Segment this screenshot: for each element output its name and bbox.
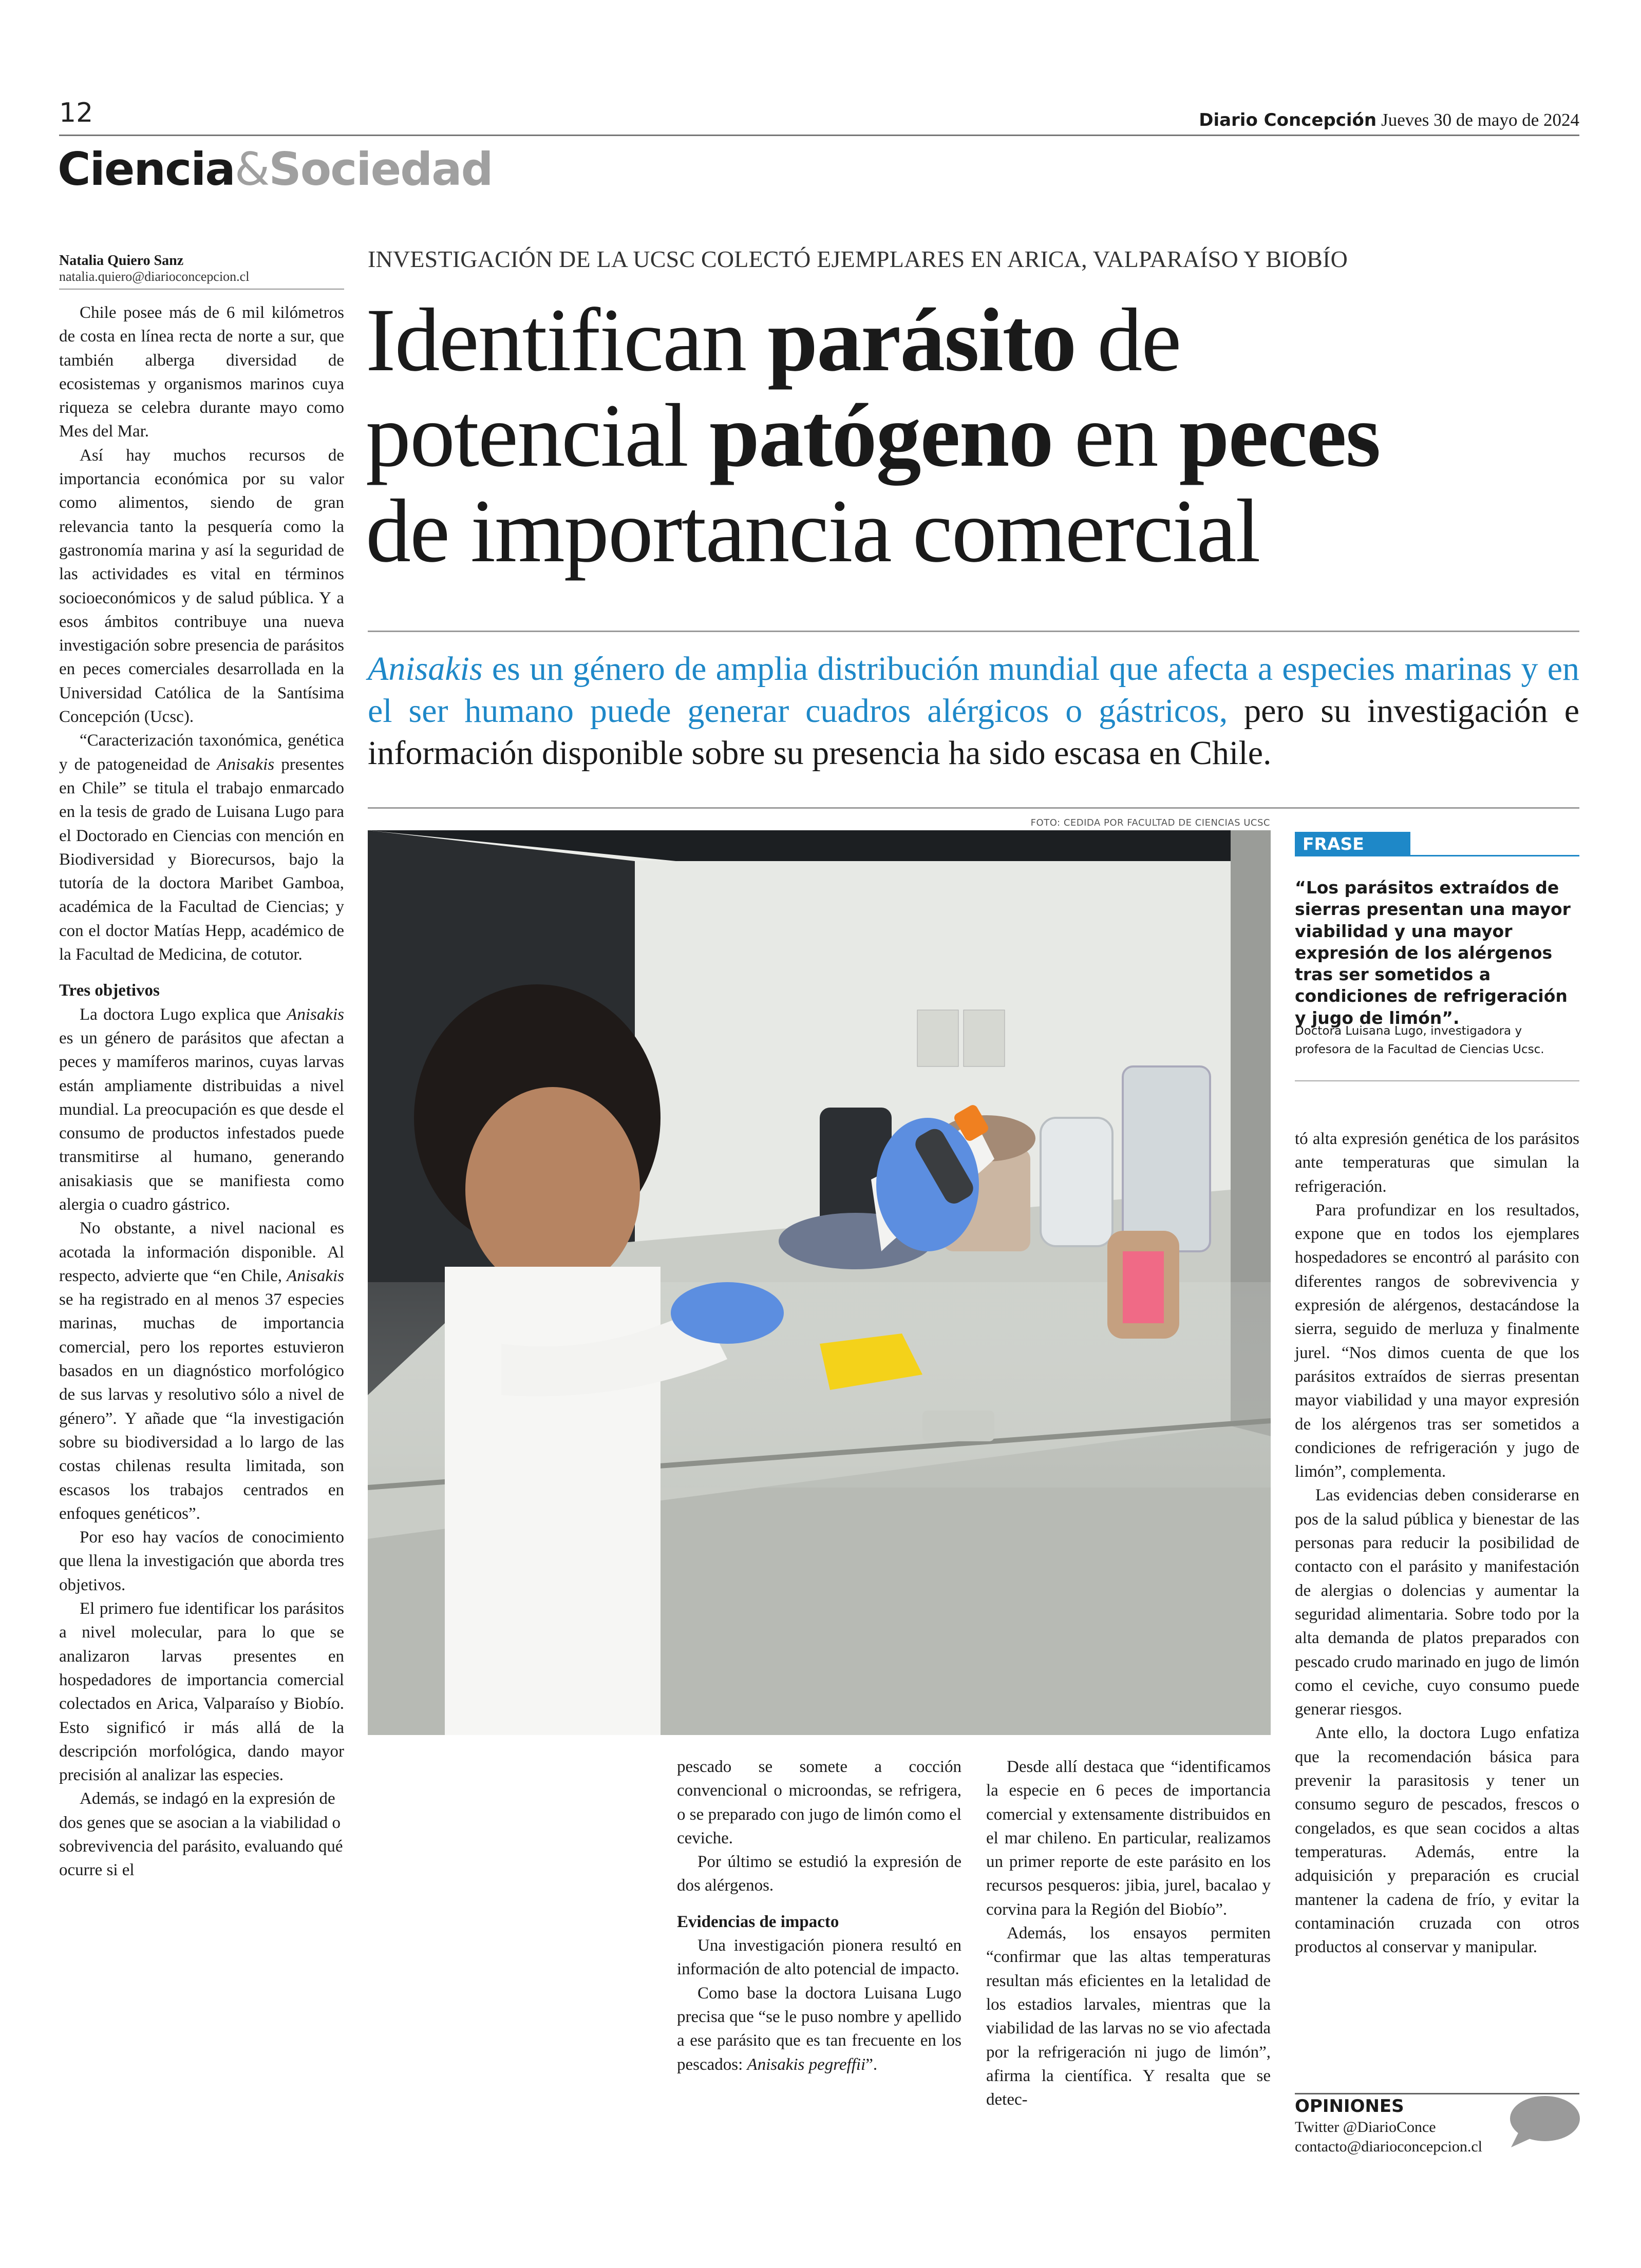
paragraph-text: “Caracterización taxonómica, genética y de patogeneidad de <box>59 731 344 774</box>
article-column-4 <box>1295 1127 1579 1959</box>
issue-date: Jueves 30 de mayo de 2024 <box>1381 110 1579 130</box>
quote-label-rule <box>1410 855 1579 856</box>
paragraph: Ante ello, la doctora Lugo enfatiza que la recomendación básica para prevenir la parasitosis y tener un consumo seguro de pescados, frescos o congelados, es que sean cocidos a altas temperaturas. Además, entre la adquisición y preparación es crucial mantener la cadena de frío, y evitar la contaminación cruzada con otros productos al conservar y manipular. <box>1295 1724 1579 1957</box>
genus-italic: Anisakis <box>217 755 275 774</box>
paragraph: Por último se estudió la expresión de dos alérgenos. <box>677 1853 961 1895</box>
paragraph: Una investigación pionera resultó en información de alto potencial de impacto. <box>677 1936 961 1979</box>
paragraph: Por eso hay vacíos de conocimiento que llena la investigación que aborda tres objetivos. <box>59 1528 344 1594</box>
paragraph: Además, los ensayos permiten “confirmar que las altas temperaturas resultan más eficientes en la letalidad de los estadios larvales, mientras que la viabilidad de las larvas no se vio afectada por la refrigeración ni jugo de limón”, afirma la científica. Y resalta que se detec- <box>986 1924 1271 2109</box>
deck-genus: Anisakis <box>368 650 483 688</box>
paragraph: Para profundizar en los resultados, expone que en todos los ejemplares hospedadores se encontró al parásito con diferentes rangos de sobrevivencia y expresión de alérgenos, destacándose la sierra, seguido de merluza y finalmente jurel. “Nos dimos cuenta de que los parásitos extraídos de sierras presentan mayor viabilidad y una mayor expresión de los alérgenos tras ser sometidos a condiciones de refrigeración y jugo de limón”, complementa. <box>1295 1200 1579 1481</box>
paragraph <box>59 1003 344 1217</box>
deck-blue-text: es un género de amplia distribución mundial que afecta a especies marinas y en el ser humano puede generar cuadros alérgicos o gástricos, <box>368 650 1579 730</box>
speech-bubble-icon <box>1505 2094 1582 2150</box>
paragraph <box>59 729 344 966</box>
article-column-1 <box>59 301 344 1882</box>
paragraph-text: presentes en Chile” se titula el trabajo enmarcado en la tesis de grado de Luisana Lugo para el Doctorado en Ciencias con mención en Biodiversidad y Biorecursos, bajo la tutoría de la doctora Maribet Gamboa, académica de la Facultad de Ciencias; y con el doctor Matías Hepp, académico de la Facultad de Medicina, de cotutor. <box>59 755 344 964</box>
byline-author: Natalia Quiero Sanz <box>59 253 184 269</box>
article-column-3 <box>986 1755 1271 2111</box>
opiniones-twitter[interactable]: Twitter @DiarioConce <box>1295 2119 1436 2136</box>
lab-photo <box>368 830 1271 1735</box>
lab-photo-illustration <box>368 830 1271 1735</box>
paragraph-text: es un género de parásitos que afectan a peces y mamíferos marinos, cuyas larvas están ampliamente distribuidas a nivel mundial. La preocupación es que desde el consumo de productos infestados puede transmitirse al humano, generando anisakiasis que se manifiesta como alergia o cuadro gástrico. <box>59 1028 344 1214</box>
species-italic: Anisakis pegreffii <box>747 2055 866 2074</box>
byline-email[interactable]: natalia.quiero@diarioconcepcion.cl <box>59 269 250 284</box>
quote-attribution: Doctora Luisana Lugo, investigadora y profesora de la Facultad de Ciencias Ucsc. <box>1295 1024 1544 1056</box>
paragraph: Además, se indagó en la expresión de dos genes que se asocian a la viabilidad o sobrevivencia del parásito, evaluando qué ocurre si el <box>59 1789 343 1880</box>
headline-text: de <box>1076 290 1181 390</box>
headline-text: de importancia comercial <box>366 481 1260 581</box>
paragraph: Así hay muchos recursos de importancia económica por su valor como alimentos, siendo de gran relevancia tanto la pesquería como la gastronomía marina y así la seguridad de las actividades es vital en términos socioeconómicos y de salud pública. Y a esos ámbitos contribuye una nueva investigación sobre presencia de parásitos en peces comerciales desarrollada en la Universidad Católica de la Santísima Concepción (Ucsc). <box>59 446 344 727</box>
section-title-ciencia: Ciencia <box>58 143 235 196</box>
subheading: Tres objetivos <box>59 981 160 1000</box>
headline-line-2 <box>366 388 1588 484</box>
opiniones-title: OPINIONES <box>1295 2096 1404 2117</box>
publication-date-line <box>1199 109 1579 130</box>
headline-bold-word: peces <box>1179 386 1380 486</box>
opiniones-email[interactable]: contacto@diarioconcepcion.cl <box>1295 2138 1482 2155</box>
paragraph <box>677 1981 961 2076</box>
headline-line-3 <box>366 481 1588 581</box>
page-number: 12 <box>59 98 93 128</box>
paragraph: Chile posee más de 6 mil kilómetros de costa en línea recta de norte a sur, que también alberga diversidad de ecosistemas y organismos marinos cuya riqueza se celebra durante mayo como Mes del Mar. <box>59 303 344 441</box>
section-title <box>58 143 493 196</box>
headline-text: en <box>1052 386 1179 486</box>
publication-name: Diario Concepción <box>1199 110 1377 130</box>
quote-rule <box>1295 1080 1579 1081</box>
paragraph-text: La doctora Lugo explica que <box>80 1005 287 1024</box>
kicker: INVESTIGACIÓN DE LA UCSC COLECTÓ EJEMPLARES EN ARICA, VALPARAÍSO Y BIOBÍO <box>368 246 1348 272</box>
deck <box>368 648 1579 774</box>
headline-bold-word: parásito <box>767 290 1076 390</box>
article-column-2 <box>677 1755 961 2076</box>
section-title-ampersand: & <box>234 143 269 196</box>
headline-text: Identifican <box>366 290 768 390</box>
paragraph: Desde allí destaca que “identificamos la especie en 6 peces de importancia comercial y extensamente distribuidos en el mar chileno. En particular, realizamos un primer reporte de este parásito en los recursos pesqueros: jibia, jurel, bacalao y corvina para la Región del Biobío”. <box>986 1758 1271 1919</box>
headline-bold-word: patógeno <box>709 386 1053 486</box>
headline-rule <box>368 631 1579 632</box>
headline-text: potencial <box>366 386 710 486</box>
paragraph-text: No obstante, a nivel nacional es acotada la información disponible. Al respecto, advierte que “en Chile, <box>59 1219 344 1285</box>
byline-rule <box>59 289 344 290</box>
headline-line-1 <box>366 290 1588 390</box>
subheading: Evidencias de impacto <box>677 1912 839 1931</box>
paragraph: tó alta expresión genética de los parásitos ante temperaturas que simulan la refrigeración. <box>1295 1130 1579 1196</box>
paragraph-text: se ha registrado en al menos 37 especies marinas, muchas de importancia comercial, pero los reportes estuvieron basados en un diagnóstico morfológico de sus larvas y resolutivo sólo a nivel de género”. Y añade que “la investigación sobre su biodiversidad a lo largo de las costas chilenas resulta limitada, son escasos los trabajos centrados en enfoques genéticos”. <box>59 1290 344 1523</box>
paragraph-text: Como base la doctora Luisana Lugo precisa que “se le puso nombre y apellido a ese parásito que es tan frecuente en los pescados: <box>677 1984 961 2074</box>
paragraph: El primero fue identificar los parásitos a nivel molecular, para lo que se analizaron larvas presentes en hospedadores de importancia comercial colectados en Arica, Valparaíso y Biobío. Esto significó ir más allá de la descripción morfológica, dando mayor precisión al analizar las especies. <box>59 1599 344 1785</box>
deck-dark-text: pero su investigación e información disponible sobre su presencia ha sido escasa en Chile. <box>368 692 1579 772</box>
headline <box>366 290 1588 581</box>
genus-italic: Anisakis <box>287 1005 344 1024</box>
paragraph: Las evidencias deben considerarse en pos de la salud pública y bienestar de las personas para reducir la posibilidad de contacto con el parásito y manifestación de alergias o dolencias y aumentar la seguridad alimentaria. Sobre todo por la alta demanda de platos preparados con pescado crudo marinado en jugo de limón como el ceviche, cuyo consumo puede generar riesgos. <box>1295 1486 1579 1719</box>
deck-rule <box>368 807 1579 809</box>
photo-credit: FOTO: CEDIDA POR FACULTAD DE CIENCIAS UCSC <box>1030 817 1270 828</box>
genus-italic: Anisakis <box>287 1266 344 1285</box>
quote-label: FRASE <box>1295 832 1410 856</box>
paragraph <box>59 1216 344 1526</box>
quote-text: “Los parásitos extraídos de sierras presentan una mayor viabilidad y una mayor expresión de los alérgenos tras ser sometidos a condiciones de refrigeración y jugo de limón”. <box>1295 878 1571 1028</box>
paragraph: pescado se somete a cocción convencional o microondas, se refrigera, o se preparado con jugo de limón como el ceviche. <box>677 1758 961 1847</box>
section-title-sociedad: Sociedad <box>269 143 493 196</box>
header-rule <box>59 135 1579 136</box>
paragraph-text: ”. <box>865 2055 878 2074</box>
